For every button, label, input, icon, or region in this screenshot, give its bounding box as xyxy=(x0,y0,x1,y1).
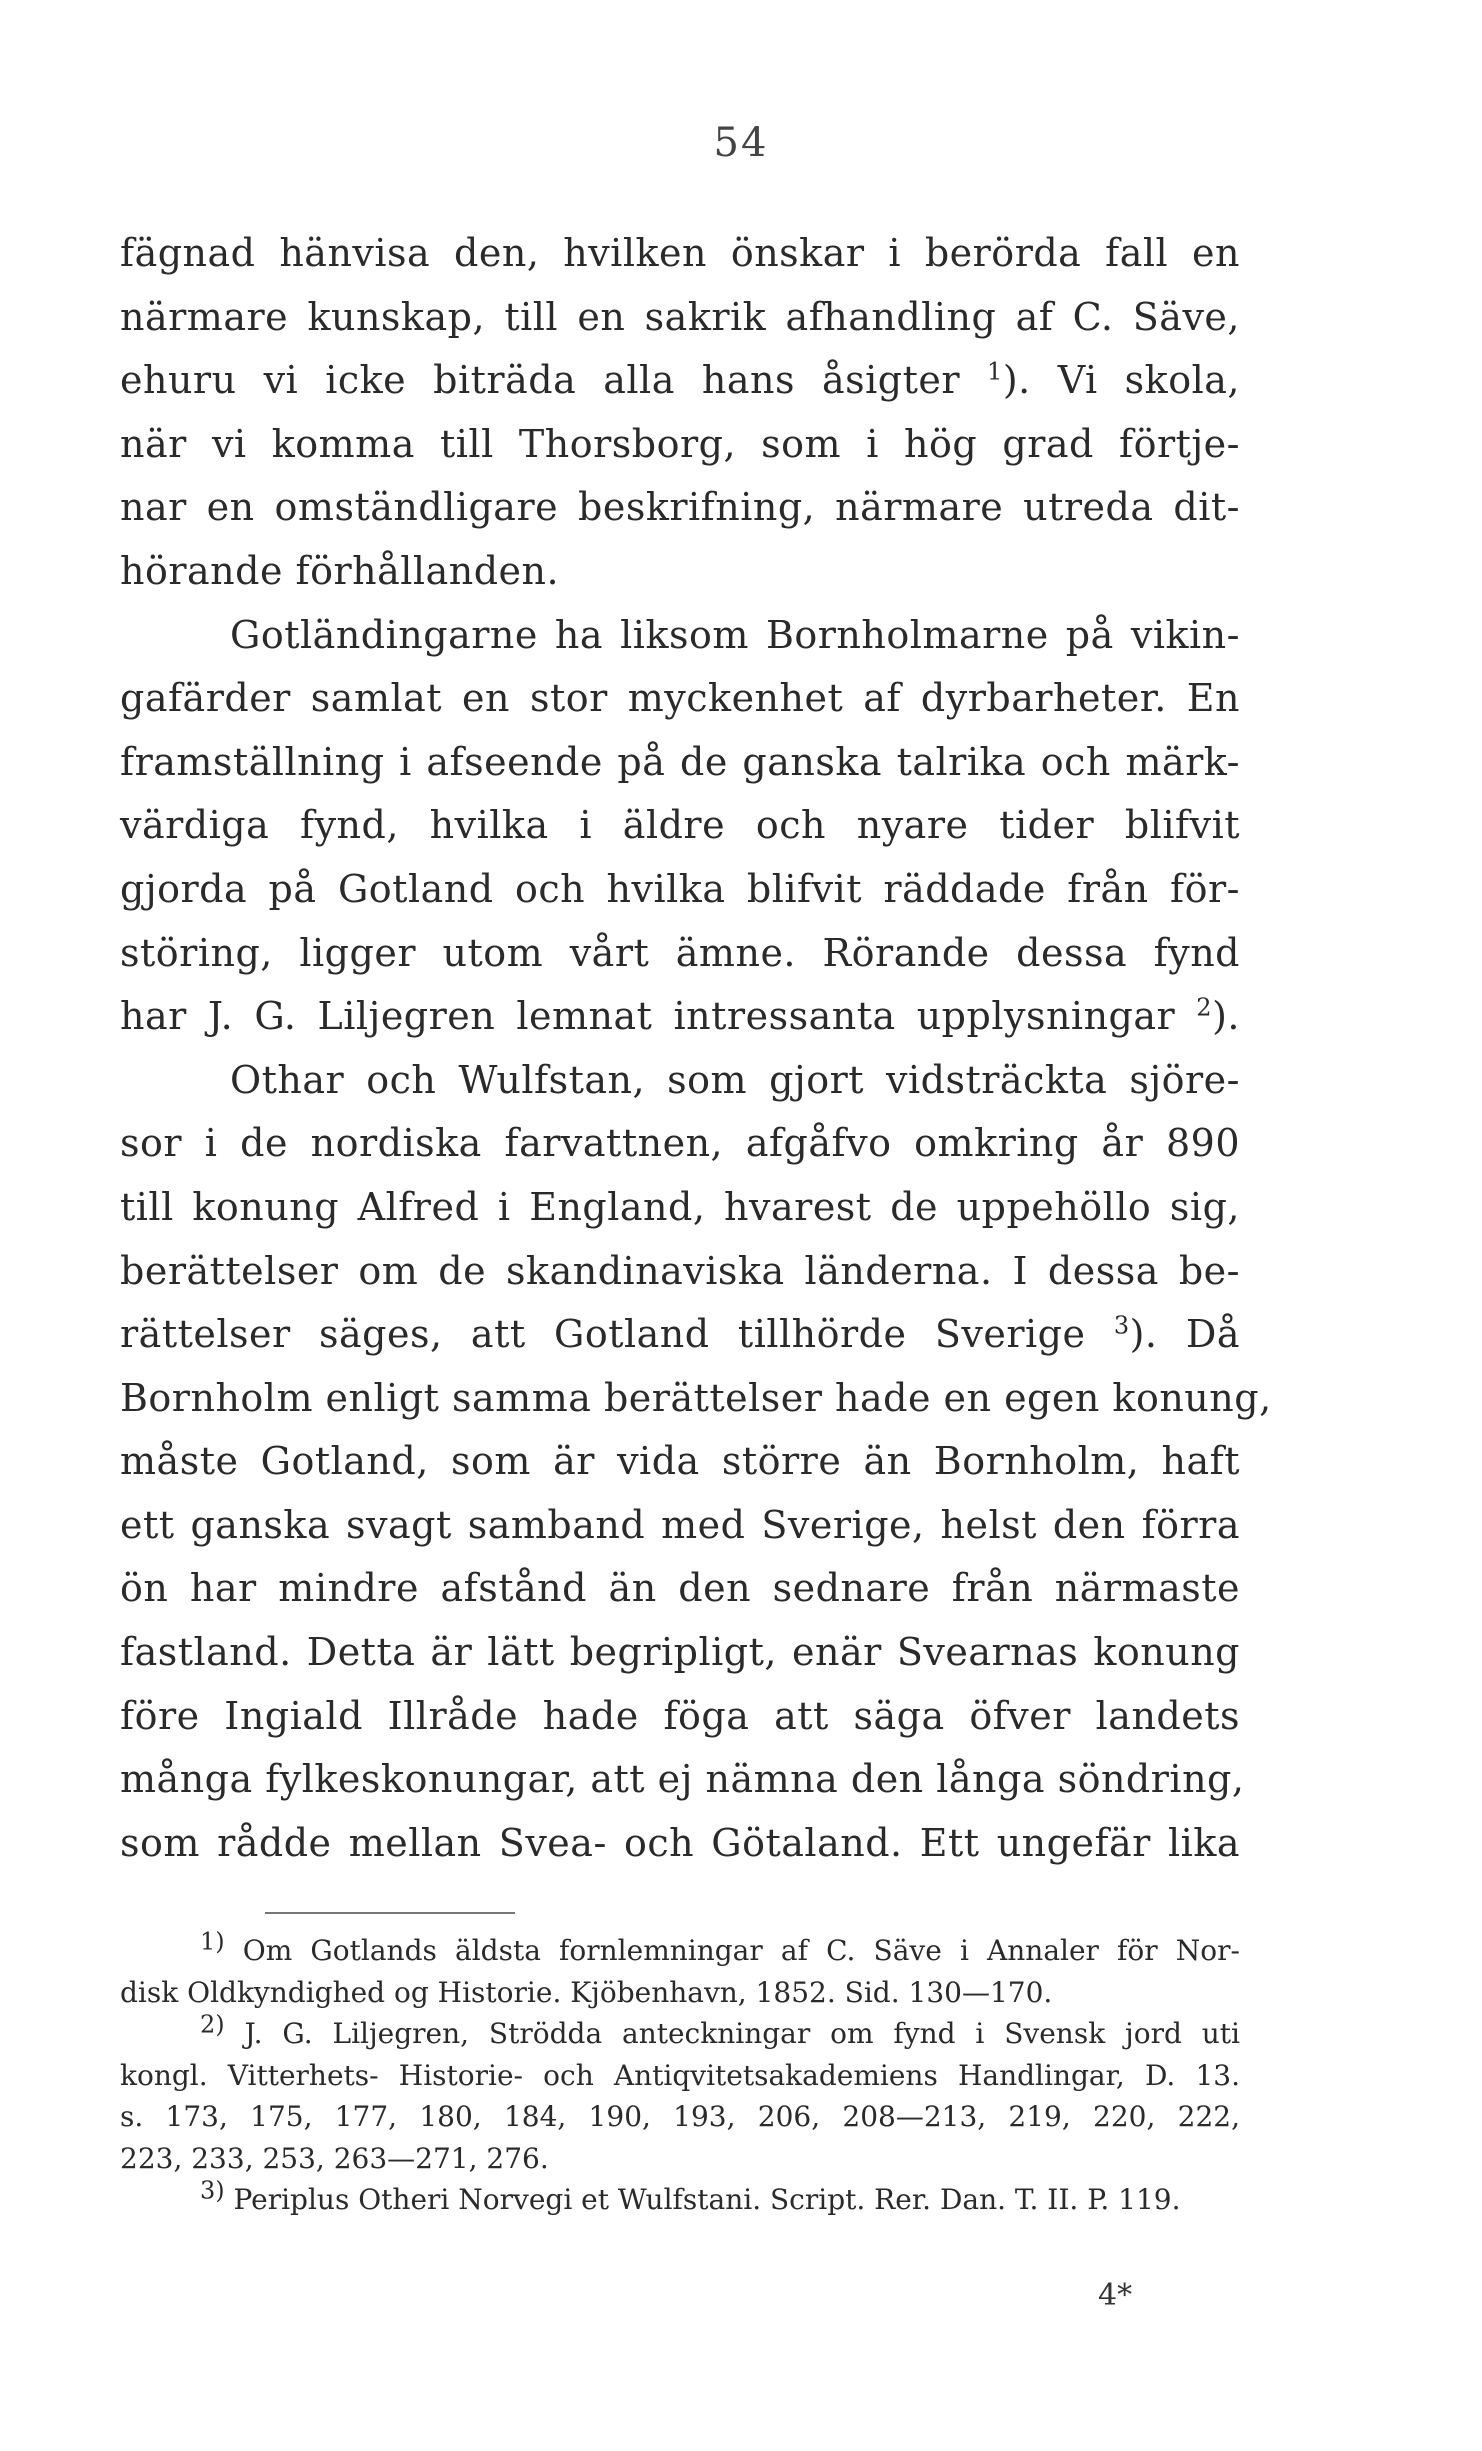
text-line: Bornholm enligt samma berättelser hade en egen konung, xyxy=(120,1375,1272,1420)
text-line: har J. G. Liljegren lemnat intressanta upplysningar $^2$). xyxy=(120,993,1240,1039)
text-line: störing, ligger utom vårt ämne. Rörande dessa fynd xyxy=(120,930,1240,975)
text-line: hörande förhållanden. xyxy=(120,548,560,593)
text-line: sor i de nordiska farvattnen, afgåfvo omkring år 890 xyxy=(120,1121,1240,1166)
text-line: ön har mindre afstånd än den sednare från närmaste xyxy=(120,1566,1240,1611)
footnote-mark: 2) xyxy=(200,2010,225,2039)
text-line: framställning i afseende på de ganska talrika och märk- xyxy=(120,739,1240,784)
text-line: nar en omständligare beskrifning, närmare utreda dit- xyxy=(120,485,1240,530)
text-line: värdiga fynd, hvilka i äldre och nyare tider blifvit xyxy=(120,803,1240,848)
text-line: berättelser om de skandinaviska länderna. I dessa be- xyxy=(120,1248,1240,1293)
footnote-ref: 2 xyxy=(1196,993,1213,1022)
text-line: rättelser säges, att Gotland tillhörde Sverige $^3$). Då xyxy=(120,1311,1240,1357)
text-line: till konung Alfred i England, hvarest de uppehöllo sig, xyxy=(120,1184,1240,1229)
text-line: ehuru vi icke biträda alla hans åsigter $^1$). Vi skola, xyxy=(120,357,1240,403)
footnote-line: 223, 233, 253, 263—271, 276. xyxy=(120,2141,549,2175)
footnote-line: kongl. Vitterhets- Historie- och Antiqvitetsakademiens Handlingar, D. 13. xyxy=(120,2058,1240,2092)
main-text xyxy=(120,222,1272,1875)
text-line: Othar och Wulfstan, som gjort vidsträckta sjöre- xyxy=(230,1057,1240,1102)
footnote-line: $^{3)}$ Periplus Otheri Norvegi et Wulfstani. Script. Rer. Dan. T. II. P. 119. xyxy=(200,2176,1181,2216)
text-line: gjorda på Gotland och hvilka blifvit räddade från för- xyxy=(120,866,1240,911)
footnote-divider xyxy=(265,1912,515,1914)
footnote-line: disk Oldkyndighed og Historie. Kjöbenhavn, 1852. Sid. 130—170. xyxy=(120,1975,1053,2009)
text-line: som rådde mellan Svea- och Götaland. Ett ungefär lika xyxy=(120,1820,1240,1865)
footnotes xyxy=(120,1927,1240,2221)
footnote-mark: 3) xyxy=(200,2176,225,2205)
footnote-ref: 3 xyxy=(1113,1311,1130,1340)
text-line: ett ganska svagt samband med Sverige, helst den förra xyxy=(120,1502,1240,1547)
text-line: före Ingiald Illråde hade föga att säga öfver landets xyxy=(120,1693,1240,1738)
text-line: fägnad hänvisa den, hvilken önskar i berörda fall en xyxy=(120,231,1240,275)
text-line: närmare kunskap, till en sakrik afhandling af C. Säve, xyxy=(120,294,1240,339)
signature-mark: 4* xyxy=(1098,2278,1133,2313)
footnote-line: $^{1)}$ Om Gotlands äldsta fornlemningar af C. Säve i Annaler för Nor- xyxy=(200,1927,1240,1967)
text-line: när vi komma till Thorsborg, som i hög grad förtje- xyxy=(120,421,1240,466)
footnote-ref: 1 xyxy=(987,357,1003,386)
footnote-line: s. 173, 175, 177, 180, 184, 190, 193, 206, 208—213, 219, 220, 222, xyxy=(120,2100,1240,2133)
text-line: måste Gotland, som är vida större än Bornholm, haft xyxy=(120,1439,1240,1484)
footnote-line: $^{2)}$ J. G. Liljegren, Strödda anteckningar om fynd i Svensk jord uti xyxy=(200,2010,1240,2050)
footnote-mark: 1) xyxy=(200,1927,225,1956)
page-number: 54 xyxy=(713,120,769,166)
text-line: Gotländingarne ha liksom Bornholmarne på vikin- xyxy=(230,612,1240,657)
text-line: fastland. Detta är lätt begripligt, enär Svearnas konung xyxy=(120,1630,1240,1675)
text-line: många fylkeskonungar, att ej nämna den långa söndring, xyxy=(120,1757,1245,1802)
text-line: gafärder samlat en stor myckenhet af dyrbarheter. En xyxy=(120,676,1240,721)
